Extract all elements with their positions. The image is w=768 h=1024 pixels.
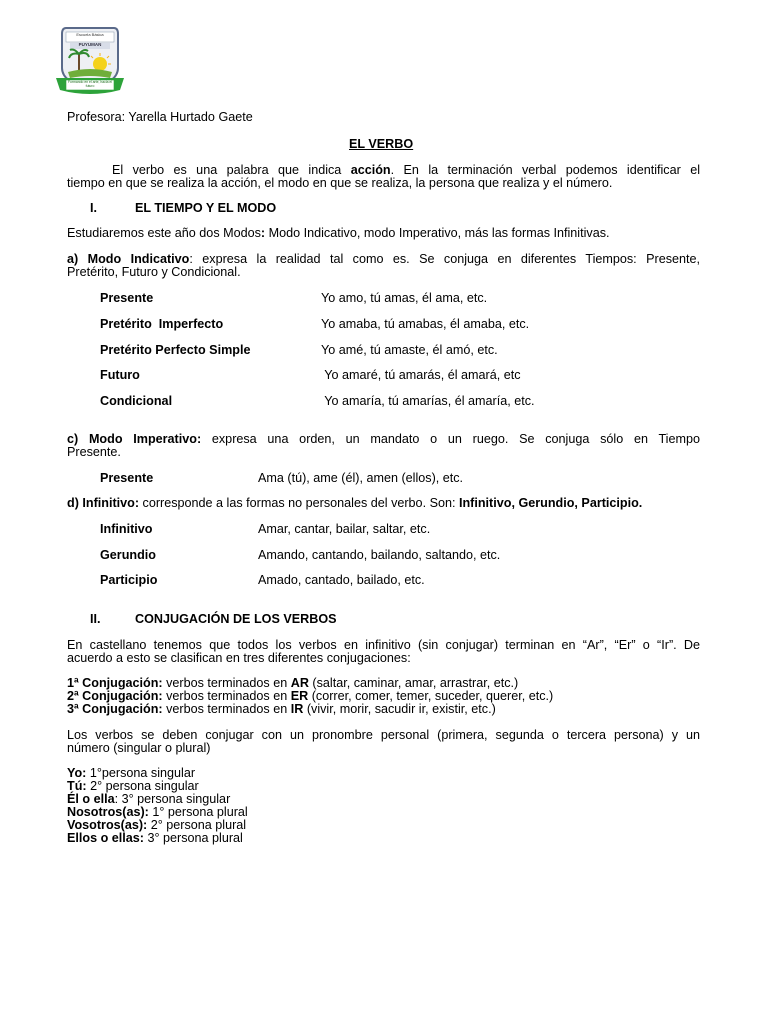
infinitivo-label: d) Infinitivo: — [67, 496, 140, 510]
imperativo-line-2: Presente. — [67, 445, 121, 459]
tense-label: Futuro — [100, 368, 140, 382]
study-colon: : — [260, 226, 266, 240]
person-pronoun: Yo: — [67, 766, 87, 780]
tense-example: Yo amo, tú amas, él ama, etc. — [321, 291, 488, 305]
section-2-number: II. — [90, 612, 101, 626]
person-item — [67, 819, 246, 832]
conjugation-examples: (vivir, morir, sacudir ir, existir, etc.) — [303, 702, 496, 716]
tense-example: Yo amaré, tú amarás, él amará, etc — [321, 368, 521, 382]
conjugation-pre: verbos terminados en — [162, 676, 291, 690]
section-1-title: EL TIEMPO Y EL MODO — [135, 201, 277, 215]
infinitivo-forms: Infinitivo, Gerundio, Participio. — [458, 496, 643, 510]
person-desc: 2° persona singular — [86, 779, 199, 793]
conjugation-intro-line-2: acuerdo a esto se clasifican en tres diferentes conjugaciones: — [67, 651, 411, 665]
person-pronoun: Ellos o ellas: — [67, 831, 144, 845]
logo-top-text: Escuela Básica — [76, 32, 104, 37]
tense-example: Ama (tú), ame (él), amen (ellos), etc. — [258, 471, 464, 485]
tense-example: Yo amé, tú amaste, él amó, etc. — [321, 343, 498, 357]
tense-label: Presente — [100, 471, 154, 485]
person-pronoun: Tú: — [67, 779, 87, 793]
study-text-b: Modo Indicativo, modo Imperativo, más las formas Infinitivas. — [265, 226, 610, 240]
person-pronoun: Nosotros(as): — [67, 805, 149, 819]
logo-name: PUYUMAN — [78, 42, 102, 47]
imperativo-line-1 — [67, 433, 700, 446]
conjugation-pre: verbos terminados en — [162, 702, 291, 716]
imperativo-label: c) Modo Imperativo: — [67, 432, 202, 446]
conjugation-ending: IR — [290, 702, 304, 716]
conjugation-label: 3ª Conjugación: — [67, 702, 163, 716]
person-item — [67, 767, 195, 780]
form-label: Participio — [100, 573, 158, 587]
page-title: EL VERBO — [349, 137, 414, 151]
person-item — [67, 780, 199, 793]
form-label: Gerundio — [100, 548, 156, 562]
imperativo-text: expresa una orden, un mandato o un ruego. Se conjuga sólo en Tiempo — [201, 432, 700, 446]
study-line — [67, 227, 610, 240]
conjugation-pre: verbos terminados en — [162, 689, 291, 703]
form-example: Amando, cantando, bailando, saltando, etc. — [258, 548, 501, 562]
tense-label: Pretérito Perfecto Simple — [100, 343, 251, 357]
school-logo — [52, 24, 128, 102]
conjugation-item — [67, 677, 518, 690]
indicativo-line-2: Pretérito, Futuro y Condicional. — [67, 265, 241, 279]
person-item — [67, 793, 230, 806]
intro-line-2: tiempo en que se realiza la acción, el modo en que se realiza, la persona que realiza y el número. — [67, 176, 613, 190]
indicativo-text: : expresa la realidad tal como es. Se conjuga en diferentes Tiempos: Presente, — [189, 252, 701, 266]
conjugation-ending: AR — [290, 676, 309, 690]
tense-label: Pretérito Imperfecto — [100, 317, 224, 331]
logo-motto: Formando en el arte, hacia el futuro — [67, 80, 113, 88]
pronoun-intro-line-1: Los verbos se deben conjugar con un pronombre personal (primera, segunda o tercera persona) y un — [67, 728, 700, 742]
person-item — [67, 806, 248, 819]
pronoun-intro-line-2: número (singular o plural) — [67, 741, 211, 755]
intro-line-1 — [112, 164, 700, 177]
conjugation-item — [67, 703, 496, 716]
intro-text-a: El verbo es una palabra que indica — [112, 163, 351, 177]
form-example: Amado, cantado, bailado, etc. — [258, 573, 425, 587]
person-desc: 1°persona singular — [86, 766, 196, 780]
tense-example: Yo amaría, tú amarías, él amaría, etc. — [321, 394, 535, 408]
tense-label: Condicional — [100, 394, 173, 408]
conjugation-examples: (correr, comer, temer, suceder, querer, etc.) — [308, 689, 554, 703]
conjugation-item — [67, 690, 553, 703]
form-example: Amar, cantar, bailar, saltar, etc. — [258, 522, 431, 536]
person-desc: 3° persona plural — [144, 831, 243, 845]
intro-text-c: . En la terminación verbal podemos identificar el — [390, 163, 701, 177]
conjugation-examples: (saltar, caminar, amar, arrastrar, etc.) — [308, 676, 519, 690]
form-label: Infinitivo — [100, 522, 153, 536]
conjugation-label: 2ª Conjugación: — [67, 689, 163, 703]
conjugation-intro-line-1: En castellano tenemos que todos los verbos en infinitivo (sin conjugar) terminan en “Ar”, “Er” o “Ir”. De — [67, 638, 700, 652]
person-desc: 2° persona plural — [147, 818, 247, 832]
person-pronoun: Vosotros(as): — [67, 818, 148, 832]
tense-label: Presente — [100, 291, 154, 305]
tense-example: Yo amaba, tú amabas, él amaba, etc. — [321, 317, 530, 331]
section-1-number: I. — [90, 201, 97, 215]
person-pronoun: Él o ella — [67, 792, 115, 806]
indicativo-label: a) Modo Indicativo — [67, 252, 190, 266]
infinitivo-line — [67, 497, 642, 510]
conjugation-ending: ER — [290, 689, 309, 703]
indicativo-line-1 — [67, 253, 700, 266]
section-2-title: CONJUGACIÓN DE LOS VERBOS — [135, 612, 337, 626]
person-desc: : 3° persona singular — [114, 792, 231, 806]
conjugation-label: 1ª Conjugación: — [67, 676, 163, 690]
infinitivo-text: corresponde a las formas no personales del verbo. Son: — [139, 496, 459, 510]
study-text-a: Estudiaremos este año dos Modos — [67, 226, 261, 240]
person-item — [67, 832, 243, 845]
teacher-name: Profesora: Yarella Hurtado Gaete — [67, 110, 253, 124]
person-desc: 1° persona plural — [148, 805, 248, 819]
intro-accion: acción — [350, 163, 391, 177]
